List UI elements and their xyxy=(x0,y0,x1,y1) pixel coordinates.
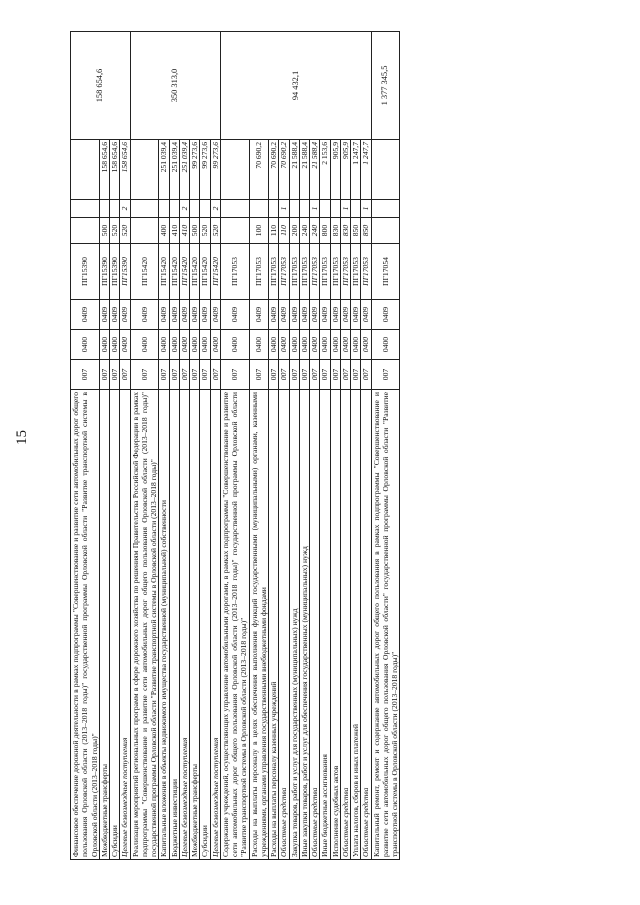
section-code: 0400 xyxy=(71,330,100,360)
table-row xyxy=(220,32,249,860)
row-name: Областные средства xyxy=(310,390,320,860)
kosgu-code xyxy=(159,200,169,218)
expense-type-code: 240 xyxy=(299,218,309,244)
table-body xyxy=(71,32,400,860)
table-row xyxy=(71,32,100,860)
row-name: Расходы на выплаты персоналу казенных учреждений xyxy=(269,390,279,860)
total-value: 350 313,0 xyxy=(130,32,220,140)
section-code: 0400 xyxy=(200,330,210,360)
kosgu-code: 2 xyxy=(179,200,189,218)
row-name: Финансовое обеспечение дорожной деятельности в рамках подпрограммы "Совершенствование и развитие сети автомобильных дорог общего пользования Орловской области (2013–2018 годы)" государственной программы Орловской области "Развитие транспортной системы в Орловской области (2013–2018 годы)" xyxy=(71,390,100,860)
row-name: Содержание учреждений, осуществляющих управление автомобильными дорогами, в рамках подпрограммы "Совершенствование и развитие сети автомобильных дорог общего пользования Орловской области (2013–2018 годы)" государственной программы Орловской области "Развитие транспортной системы в Орловской области (2013–2018 годы)" xyxy=(220,390,249,860)
table-row xyxy=(269,32,279,860)
ministry-code: 007 xyxy=(71,360,100,390)
table-row xyxy=(210,32,220,860)
table-row xyxy=(159,32,169,860)
section-code: 0400 xyxy=(310,330,320,360)
amount-value xyxy=(371,140,400,200)
expense-type-code xyxy=(130,218,159,244)
table-row xyxy=(371,32,400,860)
table-row xyxy=(279,32,289,860)
row-name: Расходы на выплаты персоналу в целях обеспечения выполнения функций государственными (муниципальными) органами, казенными учреждениями, органами управления государственными внебюджетными фондами xyxy=(249,390,269,860)
expense-type-code xyxy=(371,218,400,244)
section-code: 0400 xyxy=(279,330,289,360)
table-row xyxy=(361,32,371,860)
table-row xyxy=(340,32,350,860)
subsection-code: 0409 xyxy=(210,300,220,330)
expense-type-code: 410 xyxy=(179,218,189,244)
table-row xyxy=(310,32,320,860)
kosgu-code: 2 xyxy=(120,200,130,218)
row-name: Областные средства xyxy=(340,390,350,860)
table-row xyxy=(320,32,330,860)
subsection-code: 0409 xyxy=(190,300,200,330)
kosgu-code xyxy=(110,200,120,218)
kosgu-code xyxy=(320,200,330,218)
section-code: 0400 xyxy=(220,330,249,360)
subsection-code: 0409 xyxy=(71,300,100,330)
subsection-code: 0409 xyxy=(371,300,400,330)
amount-value: 1 247,7 xyxy=(351,140,361,200)
kosgu-code xyxy=(249,200,269,218)
target-article-code: ПГ15390 xyxy=(99,244,109,300)
target-article-code: ПГ15390 xyxy=(110,244,120,300)
row-name: Уплата налогов, сборов и иных платежей xyxy=(351,390,361,860)
row-name: Межбюджетные трансферты xyxy=(99,390,109,860)
row-name: Областные средства xyxy=(361,390,371,860)
table-row xyxy=(169,32,179,860)
ministry-code: 007 xyxy=(299,360,309,390)
ministry-code: 007 xyxy=(351,360,361,390)
table-row xyxy=(179,32,189,860)
target-article-code: ПГ15420 xyxy=(190,244,200,300)
subsection-code: 0409 xyxy=(249,300,269,330)
ministry-code: 007 xyxy=(99,360,109,390)
target-article-code: ПГ17053 xyxy=(361,244,371,300)
amount-value: 1 247,7 xyxy=(361,140,371,200)
target-article-code: ПГ17053 xyxy=(351,244,361,300)
target-article-code: ПГ15420 xyxy=(179,244,189,300)
target-article-code: ПГ15420 xyxy=(159,244,169,300)
subsection-code: 0409 xyxy=(351,300,361,330)
table-row xyxy=(249,32,269,860)
target-article-code: ПГ15390 xyxy=(120,244,130,300)
amount-value: 251 039,4 xyxy=(169,140,179,200)
ministry-code: 007 xyxy=(340,360,350,390)
section-code: 0400 xyxy=(299,330,309,360)
table-row xyxy=(200,32,210,860)
amount-value: 158 654,6 xyxy=(120,140,130,200)
subsection-code: 0409 xyxy=(99,300,109,330)
expense-type-code: 800 xyxy=(320,218,330,244)
expense-type-code: 110 xyxy=(269,218,279,244)
row-name: Областные средства xyxy=(279,390,289,860)
ministry-code: 007 xyxy=(371,360,400,390)
amount-value: 21 588,4 xyxy=(310,140,320,200)
ministry-code: 007 xyxy=(210,360,220,390)
row-name: Целевые безвозмездные поступления xyxy=(120,390,130,860)
subsection-code: 0409 xyxy=(110,300,120,330)
amount-value: 99 273,6 xyxy=(190,140,200,200)
subsection-code: 0409 xyxy=(120,300,130,330)
target-article-code: ПГ17053 xyxy=(330,244,340,300)
target-article-code: ПГ17053 xyxy=(299,244,309,300)
expense-type-code: 100 xyxy=(249,218,269,244)
section-code: 0400 xyxy=(361,330,371,360)
expense-type-code: 850 xyxy=(351,218,361,244)
expense-type-code: 500 xyxy=(190,218,200,244)
row-name: Целевые безвозмездные поступления xyxy=(179,390,189,860)
subsection-code: 0409 xyxy=(310,300,320,330)
amount-value: 70 690,2 xyxy=(249,140,269,200)
row-name: Капитальный ремонт, ремонт и содержание автомобильных дорог общего пользования в рамках подпрограммы "Совершенствование и развитие сети автомобильных дорог общего пользования Орловской области" государственной программы Орловской области "Развитие транспортной системы в Орловской области (2013–2018 годы)" xyxy=(371,390,400,860)
target-article-code: ПГ17054 xyxy=(371,244,400,300)
subsection-code: 0409 xyxy=(159,300,169,330)
target-article-code: ПГ17053 xyxy=(320,244,330,300)
budget-table xyxy=(70,31,400,860)
expense-type-code: 830 xyxy=(340,218,350,244)
section-code: 0400 xyxy=(320,330,330,360)
expense-type-code: 520 xyxy=(210,218,220,244)
kosgu-code xyxy=(71,200,100,218)
amount-value: 158 654,6 xyxy=(110,140,120,200)
amount-value xyxy=(71,140,100,200)
amount-value: 70 690,2 xyxy=(279,140,289,200)
ministry-code: 007 xyxy=(120,360,130,390)
section-code: 0400 xyxy=(159,330,169,360)
subsection-code: 0409 xyxy=(289,300,299,330)
section-code: 0400 xyxy=(330,330,340,360)
ministry-code: 007 xyxy=(159,360,169,390)
amount-value: 158 654,6 xyxy=(99,140,109,200)
subsection-code: 0409 xyxy=(320,300,330,330)
kosgu-code xyxy=(299,200,309,218)
row-name: Иные бюджетные ассигнования xyxy=(320,390,330,860)
subsection-code: 0409 xyxy=(361,300,371,330)
ministry-code: 007 xyxy=(361,360,371,390)
expense-type-code: 240 xyxy=(310,218,320,244)
section-code: 0400 xyxy=(110,330,120,360)
expense-type-code: 200 xyxy=(289,218,299,244)
section-code: 0400 xyxy=(179,330,189,360)
row-name: Целевые безвозмездные поступления xyxy=(210,390,220,860)
amount-value: 99 273,6 xyxy=(210,140,220,200)
amount-value: 2 153,6 xyxy=(320,140,330,200)
target-article-code: ПГ15420 xyxy=(130,244,159,300)
total-value: 158 654,6 xyxy=(71,32,131,140)
target-article-code: ПГ15420 xyxy=(210,244,220,300)
section-code: 0400 xyxy=(169,330,179,360)
kosgu-code xyxy=(130,200,159,218)
kosgu-code xyxy=(220,200,249,218)
expense-type-code: 850 xyxy=(361,218,371,244)
target-article-code: ПГ17053 xyxy=(269,244,279,300)
expense-type-code: 110 xyxy=(279,218,289,244)
row-name: Исполнение судебных актов xyxy=(330,390,340,860)
target-article-code: ПГ15420 xyxy=(200,244,210,300)
kosgu-code: 1 xyxy=(340,200,350,218)
kosgu-code: 1 xyxy=(279,200,289,218)
expense-type-code: 830 xyxy=(330,218,340,244)
section-code: 0400 xyxy=(190,330,200,360)
subsection-code: 0409 xyxy=(130,300,159,330)
section-code: 0400 xyxy=(371,330,400,360)
section-code: 0400 xyxy=(99,330,109,360)
table-row xyxy=(330,32,340,860)
total-value: 1 377 345,5 xyxy=(371,32,400,140)
ministry-code: 007 xyxy=(289,360,299,390)
section-code: 0400 xyxy=(120,330,130,360)
section-code: 0400 xyxy=(351,330,361,360)
kosgu-code xyxy=(289,200,299,218)
table-row xyxy=(99,32,109,860)
amount-value: 905,9 xyxy=(340,140,350,200)
kosgu-code xyxy=(169,200,179,218)
kosgu-code: 1 xyxy=(361,200,371,218)
ministry-code: 007 xyxy=(330,360,340,390)
section-code: 0400 xyxy=(130,330,159,360)
expense-type-code: 520 xyxy=(120,218,130,244)
ministry-code: 007 xyxy=(220,360,249,390)
section-code: 0400 xyxy=(269,330,279,360)
subsection-code: 0409 xyxy=(340,300,350,330)
amount-value: 251 039,4 xyxy=(179,140,189,200)
expense-type-code: 520 xyxy=(110,218,120,244)
section-code: 0400 xyxy=(340,330,350,360)
row-name: Капитальные вложения в объекты недвижимого имущества государственной (муниципальной) собственности xyxy=(159,390,169,860)
rotated-table-container xyxy=(70,32,400,860)
target-article-code: ПГ15390 xyxy=(71,244,100,300)
kosgu-code: 1 xyxy=(310,200,320,218)
ministry-code: 007 xyxy=(179,360,189,390)
amount-value: 905,9 xyxy=(330,140,340,200)
amount-value: 251 039,4 xyxy=(159,140,169,200)
expense-type-code: 500 xyxy=(99,218,109,244)
table-row xyxy=(289,32,299,860)
kosgu-code xyxy=(99,200,109,218)
section-code: 0400 xyxy=(210,330,220,360)
row-name: Межбюджетные трансферты xyxy=(190,390,200,860)
amount-value: 99 273,6 xyxy=(200,140,210,200)
target-article-code: ПГ17053 xyxy=(279,244,289,300)
subsection-code: 0409 xyxy=(330,300,340,330)
amount-value: 70 690,2 xyxy=(269,140,279,200)
subsection-code: 0409 xyxy=(220,300,249,330)
expense-type-code xyxy=(220,218,249,244)
target-article-code: ПГ17053 xyxy=(289,244,299,300)
row-name: Субсидии xyxy=(200,390,210,860)
amount-value: 21 588,4 xyxy=(299,140,309,200)
expense-type-code: 410 xyxy=(169,218,179,244)
table-row xyxy=(120,32,130,860)
amount-value: 21 588,4 xyxy=(289,140,299,200)
target-article-code: ПГ17053 xyxy=(310,244,320,300)
ministry-code: 007 xyxy=(190,360,200,390)
subsection-code: 0409 xyxy=(279,300,289,330)
kosgu-code xyxy=(190,200,200,218)
amount-value xyxy=(130,140,159,200)
ministry-code: 007 xyxy=(110,360,120,390)
target-article-code: ПГ15420 xyxy=(169,244,179,300)
ministry-code: 007 xyxy=(249,360,269,390)
ministry-code: 007 xyxy=(279,360,289,390)
kosgu-code xyxy=(200,200,210,218)
kosgu-code: 2 xyxy=(210,200,220,218)
row-name: Реализация мероприятий региональных программ в сфере дорожного хозяйства по решениям Правительства Российской Федерации в рамках подпрограммы "Совершенствование и развитие сети автомобильных дорог общего пользования Орловской области (2013–2018 годы)" государственной программы Орловской области "Развитие транспортной системы в Орловской области (2013–2018 годы)" xyxy=(130,390,159,860)
total-value: 94 432,1 xyxy=(220,32,371,140)
amount-value xyxy=(220,140,249,200)
row-name: Субсидии xyxy=(110,390,120,860)
table-row xyxy=(190,32,200,860)
expense-type-code: 400 xyxy=(159,218,169,244)
ministry-code: 007 xyxy=(320,360,330,390)
page-number: 15 xyxy=(14,430,30,445)
table-row xyxy=(351,32,361,860)
subsection-code: 0409 xyxy=(179,300,189,330)
ministry-code: 007 xyxy=(169,360,179,390)
ministry-code: 007 xyxy=(200,360,210,390)
kosgu-code xyxy=(330,200,340,218)
row-name: Закупка товаров, работ и услуг для государственных (муниципальных) нужд xyxy=(289,390,299,860)
subsection-code: 0409 xyxy=(169,300,179,330)
expense-type-code xyxy=(71,218,100,244)
table-row xyxy=(110,32,120,860)
table-row xyxy=(299,32,309,860)
ministry-code: 007 xyxy=(269,360,279,390)
row-name: Иные закупки товаров, работ и услуг для обеспечения государственных (муниципальных) нужд xyxy=(299,390,309,860)
section-code: 0400 xyxy=(249,330,269,360)
table-row xyxy=(130,32,159,860)
kosgu-code xyxy=(269,200,279,218)
row-name: Бюджетные инвестиции xyxy=(169,390,179,860)
ministry-code: 007 xyxy=(310,360,320,390)
subsection-code: 0409 xyxy=(299,300,309,330)
target-article-code: ПГ17053 xyxy=(220,244,249,300)
subsection-code: 0409 xyxy=(200,300,210,330)
kosgu-code xyxy=(351,200,361,218)
subsection-code: 0409 xyxy=(269,300,279,330)
target-article-code: ПГ17053 xyxy=(249,244,269,300)
ministry-code: 007 xyxy=(130,360,159,390)
target-article-code: ПГ17053 xyxy=(340,244,350,300)
section-code: 0400 xyxy=(289,330,299,360)
kosgu-code xyxy=(371,200,400,218)
expense-type-code: 520 xyxy=(200,218,210,244)
